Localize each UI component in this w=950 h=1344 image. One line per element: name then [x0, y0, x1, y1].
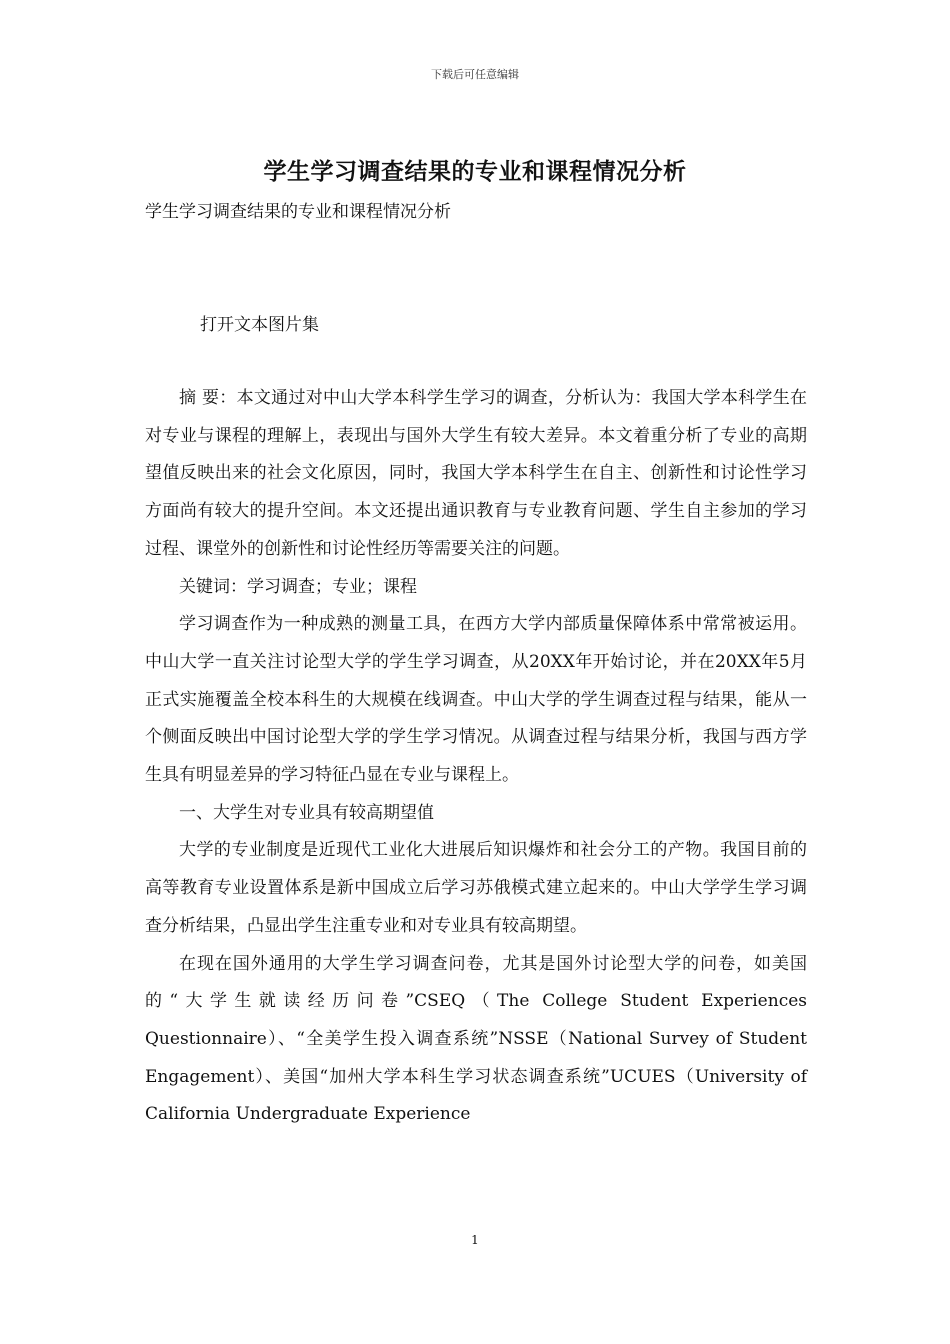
body-paragraph: 大学的专业制度是近现代工业化大进展后知识爆炸和社会分工的产物。我国目前的高等教育专业设置体系是新中国成立后学习苏俄模式建立起来的。中山大学学生学习调查分析结果，凸显出学生注重专业和对专业具有较高期望。 — [145, 840, 807, 936]
page-header-note: 下载后可任意编辑 — [431, 68, 519, 81]
abstract-paragraph: 摘 要：本文通过对中山大学本科学生学习的调查，分析认为：我国大学本科学生在对专业与课程的理解上，表现出与国外大学生有较大差异。本文着重分析了专业的高期望值反映出来的社会文化原因，同时，我国大学本科学生在自主、创新性和讨论性学习方面尚有较大的提升空间。本文还提出通识教育与专业教育问题、学生自主参加的学习过程、课堂外的创新性和讨论性经历等需要关注的问题。 — [145, 388, 807, 559]
article-body — [145, 380, 807, 1134]
body-paragraph: 在现在国外通用的大学生学习调查问卷，尤其是国外讨论型大学的问卷，如美国的“大学生就读经历问卷”CSEQ（The College Student Experiences Questionnaire）、“全美学生投入调查系统”NSSE（National Survey of Student Engagement）、美国“加州大学本科生学习状态调查系统”UCUES（University of California Undergraduate Experience — [145, 953, 807, 1125]
page-number: 1 — [471, 1233, 479, 1247]
document-title: 学生学习调查结果的专业和课程情况分析 — [263, 158, 687, 185]
section-heading-1: 一、大学生对专业具有较高期望值 — [179, 802, 434, 823]
keywords-paragraph: 关键词：学习调查；专业；课程 — [179, 576, 417, 597]
intro-paragraph: 学习调查作为一种成熟的测量工具，在西方大学内部质量保障体系中常常被运用。中山大学一直关注讨论型大学的学生学习调查，从20XX年开始讨论，并在20XX年5月正式实施覆盖全校本科生的大规模在线调查。中山大学的学生调查过程与结果，能从一个侧面反映出中国讨论型大学的学生学习情况。从调查过程与结果分析，我国与西方学生具有明显差异的学习特征凸显在专业与课程上。 — [145, 614, 807, 786]
document-subtitle: 学生学习调查结果的专业和课程情况分析 — [145, 202, 451, 222]
open-image-gallery-link[interactable]: 打开文本图片集 — [200, 315, 319, 335]
